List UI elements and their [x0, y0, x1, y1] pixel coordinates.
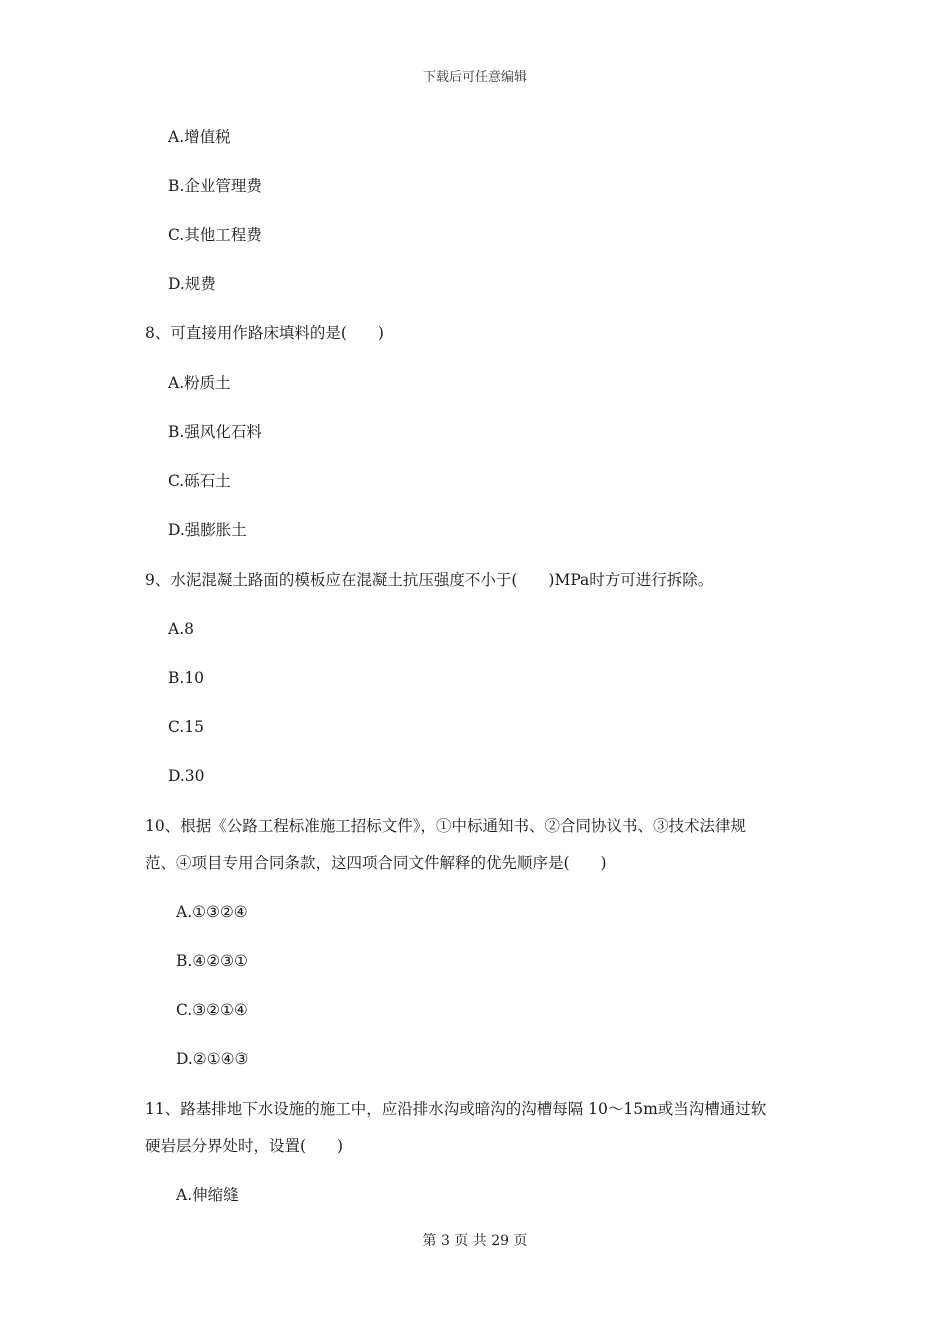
option-8a: A.粉质土: [168, 374, 231, 392]
question-10-line-2: 范、④项目专用合同条款，这四项合同文件解释的优先顺序是( ): [145, 854, 607, 872]
question-10-line-1: 10、根据《公路工程标准施工招标文件》，①中标通知书、②合同协议书、③技术法律规: [145, 817, 746, 835]
option-8d: D.强膨胀土: [168, 521, 247, 539]
option-7d: D.规费: [168, 275, 216, 293]
question-11-line-2: 硬岩层分界处时，设置( ): [145, 1137, 344, 1155]
option-7a: A.增值税: [168, 128, 231, 146]
question-9: 9、水泥混凝土路面的模板应在混凝土抗压强度不小于( )MPa时方可进行拆除。: [145, 571, 714, 589]
option-9a: A.8: [168, 620, 194, 638]
option-10b: B.④②③①: [176, 952, 248, 970]
option-10c: C.③②①④: [176, 1001, 248, 1019]
option-9c: C.15: [168, 718, 204, 736]
question-11-line-1: 11、路基排地下水设施的施工中，应沿排水沟或暗沟的沟槽每隔 10～15m或当沟槽通过软: [145, 1100, 767, 1118]
question-8: 8、可直接用作路床填料的是( ): [145, 324, 384, 342]
option-9d: D.30: [168, 767, 205, 785]
option-7c: C.其他工程费: [168, 226, 262, 244]
option-10a: A.①③②④: [176, 903, 248, 921]
page-header: 下载后可任意编辑: [422, 70, 527, 85]
option-9b: B.10: [168, 669, 205, 687]
page-footer: 第 3 页 共 29 页: [422, 1233, 528, 1249]
option-8c: C.砾石土: [168, 472, 231, 490]
option-11a: A.伸缩缝: [176, 1186, 239, 1204]
option-8b: B.强风化石料: [168, 423, 262, 441]
option-10d: D.②①④③: [176, 1050, 249, 1068]
option-7b: B.企业管理费: [168, 177, 262, 195]
